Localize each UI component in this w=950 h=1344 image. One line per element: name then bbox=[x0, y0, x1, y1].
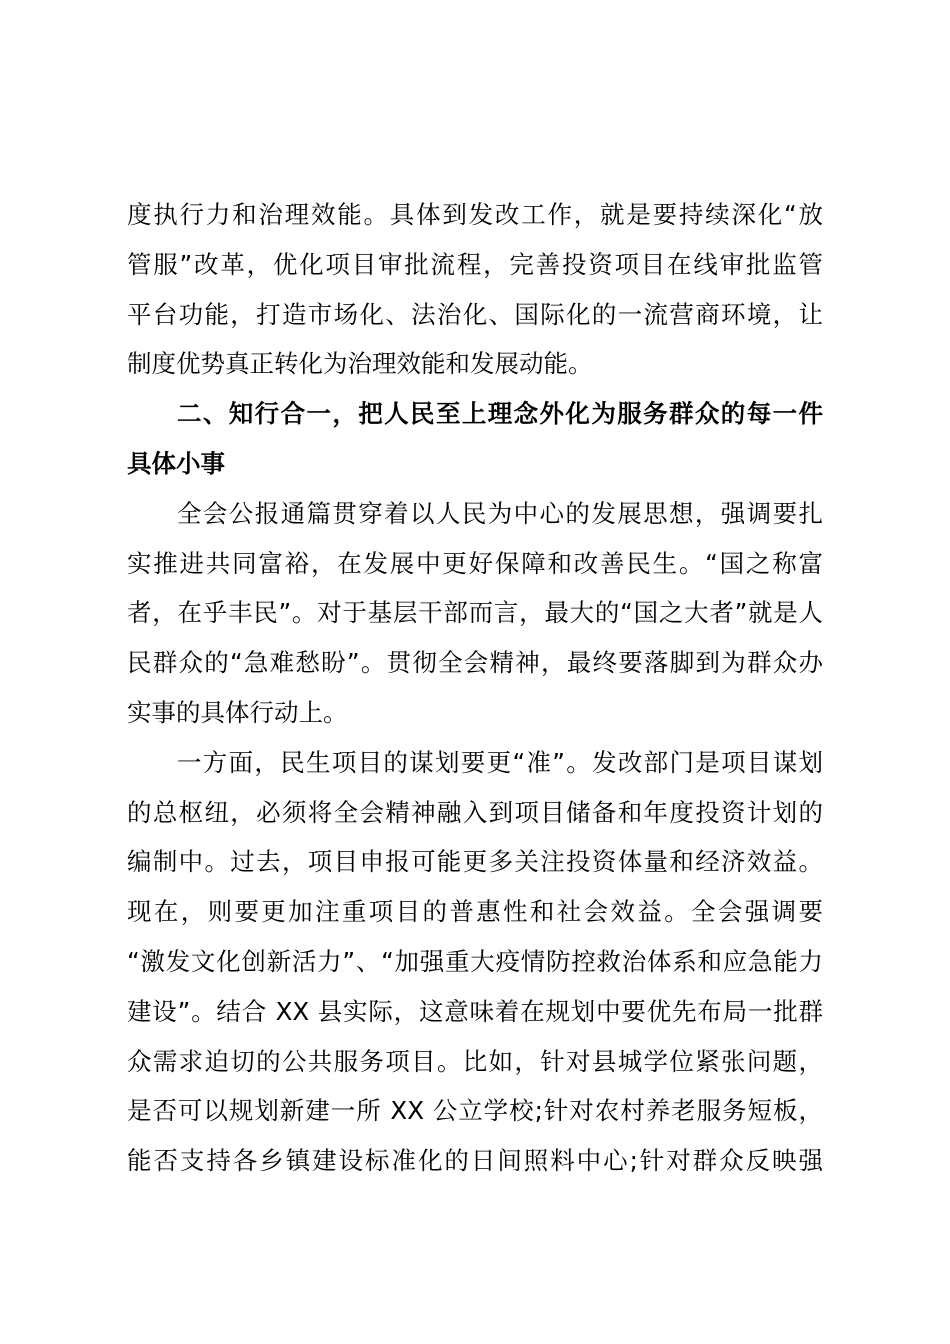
text-line: 具体小事 bbox=[127, 448, 225, 478]
text-line: 是否可以规划新建一所 XX 公立学校;针对农村养老服务短板， bbox=[127, 1096, 823, 1126]
text-line: 全会公报通篇贯穿着以人民为中心的发展思想，强调要扎 bbox=[177, 498, 823, 528]
text-line: 现在，则要更加注重项目的普惠性和社会效益。全会强调要 bbox=[127, 897, 823, 927]
text-line: 能否支持各乡镇建设标准化的日间照料中心;针对群众反映强 bbox=[127, 1146, 823, 1176]
text-line: 平台功能，打造市场化、法治化、国际化的一流营商环境，让 bbox=[127, 299, 823, 329]
text-line: 编制中。过去，项目申报可能更多关注投资体量和经济效益。 bbox=[127, 847, 823, 877]
text-line: 制度优势真正转化为治理效能和发展动能。 bbox=[127, 349, 593, 379]
text-line: 度执行力和治理效能。具体到发改工作，就是要持续深化“放 bbox=[127, 200, 823, 229]
paragraph bbox=[127, 489, 823, 738]
text-line: 实事的具体行动上。 bbox=[127, 697, 348, 727]
text-line: 民群众的“急难愁盼”。贯彻全会精神，最终要落脚到为群众办 bbox=[127, 648, 823, 678]
text-line: 实推进共同富裕，在发展中更好保障和改善民生。“国之称富 bbox=[127, 548, 823, 578]
text-line: 建设”。结合 XX 县实际，这意味着在规划中要优先布局一批群 bbox=[127, 996, 823, 1026]
text-line: 一方面，民生项目的谋划要更“准”。发改部门是项目谋划 bbox=[177, 747, 823, 777]
text-line: “激发文化创新活力”、“加强重大疫情防控救治体系和应急能力 bbox=[127, 946, 823, 976]
section-heading bbox=[127, 389, 823, 489]
paragraph bbox=[127, 738, 823, 1186]
text-line: 众需求迫切的公共服务项目。比如，针对县城学位紧张问题， bbox=[127, 1046, 823, 1076]
paragraph bbox=[127, 190, 823, 389]
text-line: 者，在乎丰民”。对于基层干部而言，最大的“国之大者”就是人 bbox=[127, 598, 823, 628]
text-line: 管服”改革，优化项目审批流程，完善投资项目在线审批监管 bbox=[127, 249, 823, 279]
text-line: 的总枢纽，必须将全会精神融入到项目储备和年度投资计划的 bbox=[127, 797, 823, 827]
document-body bbox=[127, 190, 823, 1186]
text-line: 二、知行合一，把人民至上理念外化为服务群众的每一件 bbox=[177, 399, 823, 429]
